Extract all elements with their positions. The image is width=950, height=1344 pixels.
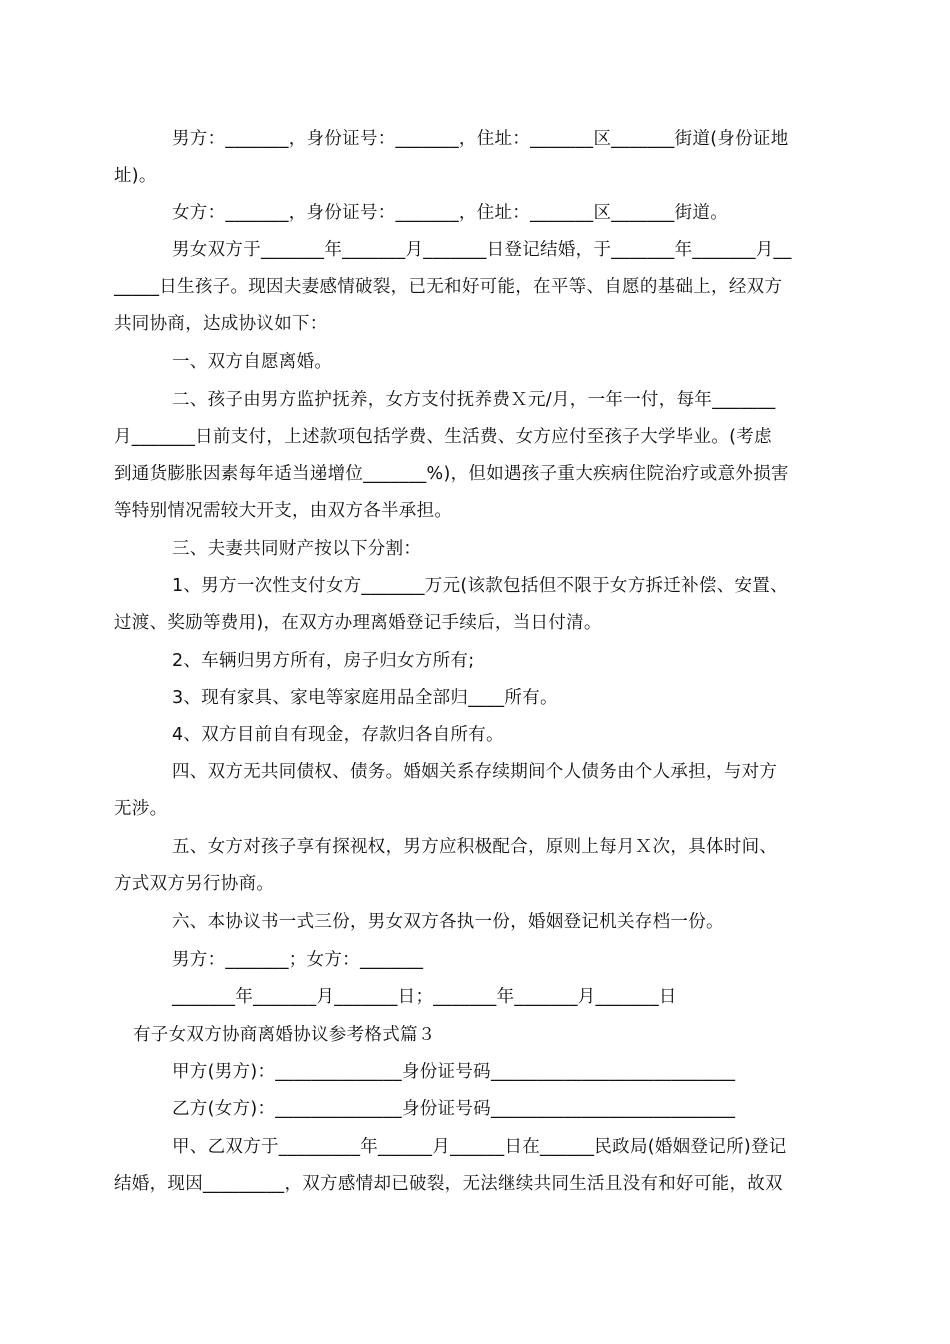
text-line: 4、双方目前自有现金，存款归各自所有。 [172, 725, 504, 745]
clause-6-copies [114, 904, 840, 941]
clause-4-debts [114, 754, 840, 828]
clause-1-divorce [114, 344, 840, 381]
paragraph-marriage-background [114, 232, 840, 343]
text-line: 3、现有家具、家电等家庭用品全部归____所有。 [172, 688, 558, 708]
paragraph-male-party-info [114, 121, 840, 195]
text-line: 四、双方无共同债权、债务。婚姻关系存续期间个人债务由个人承担，与对方 [172, 762, 778, 782]
clause-5-visitation [114, 829, 840, 903]
text-line: 方式双方另行协商。 [114, 874, 275, 894]
text-line: 无涉。 [114, 799, 168, 819]
section-heading [133, 1017, 859, 1054]
text-line: 三、夫妻共同财产按以下分割： [172, 539, 422, 559]
signature-line [114, 942, 840, 979]
text-line: 男女双方于_______年_______月_______日登记结婚，于_______年_______月__ [172, 240, 792, 260]
clause-3-item-4-cash [114, 717, 840, 754]
text-line: 甲方(男方)：______________身份证号码___________________________ [172, 1062, 736, 1082]
clause-3-item-2-vehicle-house [114, 643, 840, 680]
text-line: 女方：_______，身份证号：_______，住址：_______区_______街道。 [172, 203, 728, 223]
clause-3-property-division [114, 531, 840, 568]
text-line: _______年_______月_______日；_______年_______月_______日 [172, 987, 677, 1007]
clause-2-child-custody [114, 382, 840, 530]
date-line [114, 979, 840, 1016]
text-line: 结婚，现因_________，双方感情却已破裂，无法继续共同生活且没有和好可能，故双 [114, 1174, 783, 1194]
text-line: 过渡、奖励等费用)，在双方办理离婚登记手续后，当日付清。 [114, 613, 602, 633]
text-line: 2、车辆归男方所有，房子归女方所有; [172, 651, 475, 671]
text-line: _____日生孩子。现因夫妻感情破裂，已无和好可能，在平等、自愿的基础上，经双方 [114, 277, 783, 297]
party-b-info [114, 1091, 840, 1128]
text-line: 一、双方自愿离婚。 [172, 352, 333, 372]
text-line: 乙方(女方)：______________身份证号码___________________________ [172, 1099, 736, 1119]
text-line: 五、女方对孩子享有探视权，男方应积极配合，原则上每月Ｘ次，具体时间、 [172, 837, 778, 857]
text-line: 甲、乙双方于_________年______月______日在______民政局(婚姻登记所)登记 [172, 1137, 787, 1157]
party-a-info [114, 1054, 840, 1091]
text-line: 月_______日前支付，上述款项包括学费、生活费、女方应付至孩子大学毕业。(考虑 [114, 427, 772, 447]
heading-text: 有子女双方协商离婚协议参考格式篇３ [133, 1025, 436, 1045]
text-line: 男方：_______；女方：_______ [172, 950, 424, 970]
paragraph-female-party-info [114, 195, 840, 232]
text-line: 址)。 [114, 166, 157, 186]
clause-3-item-1-payment [114, 568, 840, 642]
text-line: 六、本协议书一式三份，男女双方各执一份，婚姻登记机关存档一份。 [172, 912, 724, 932]
text-line: 到通货膨胀因素每年适当递增位_______%)，但如遇孩子重大疾病住院治疗或意外损害 [114, 464, 789, 484]
text-line: 男方：_______，身份证号：_______，住址：_______区_______街道(身份证地 [172, 129, 789, 149]
clause-3-item-3-furniture [114, 680, 840, 717]
text-line: 1、男方一次性支付女方_______万元(该款包括但不限于女方拆迁补偿、安置、 [172, 576, 788, 596]
paragraph-marriage-registration [114, 1129, 840, 1203]
text-line: 二、孩子由男方监护抚养，女方支付抚养费Ｘ元/月，一年一付，每年_______ [172, 390, 776, 410]
text-line: 共同协商，达成协议如下： [114, 314, 328, 334]
text-line: 等特别情况需较大开支，由双方各半承担。 [114, 501, 453, 521]
